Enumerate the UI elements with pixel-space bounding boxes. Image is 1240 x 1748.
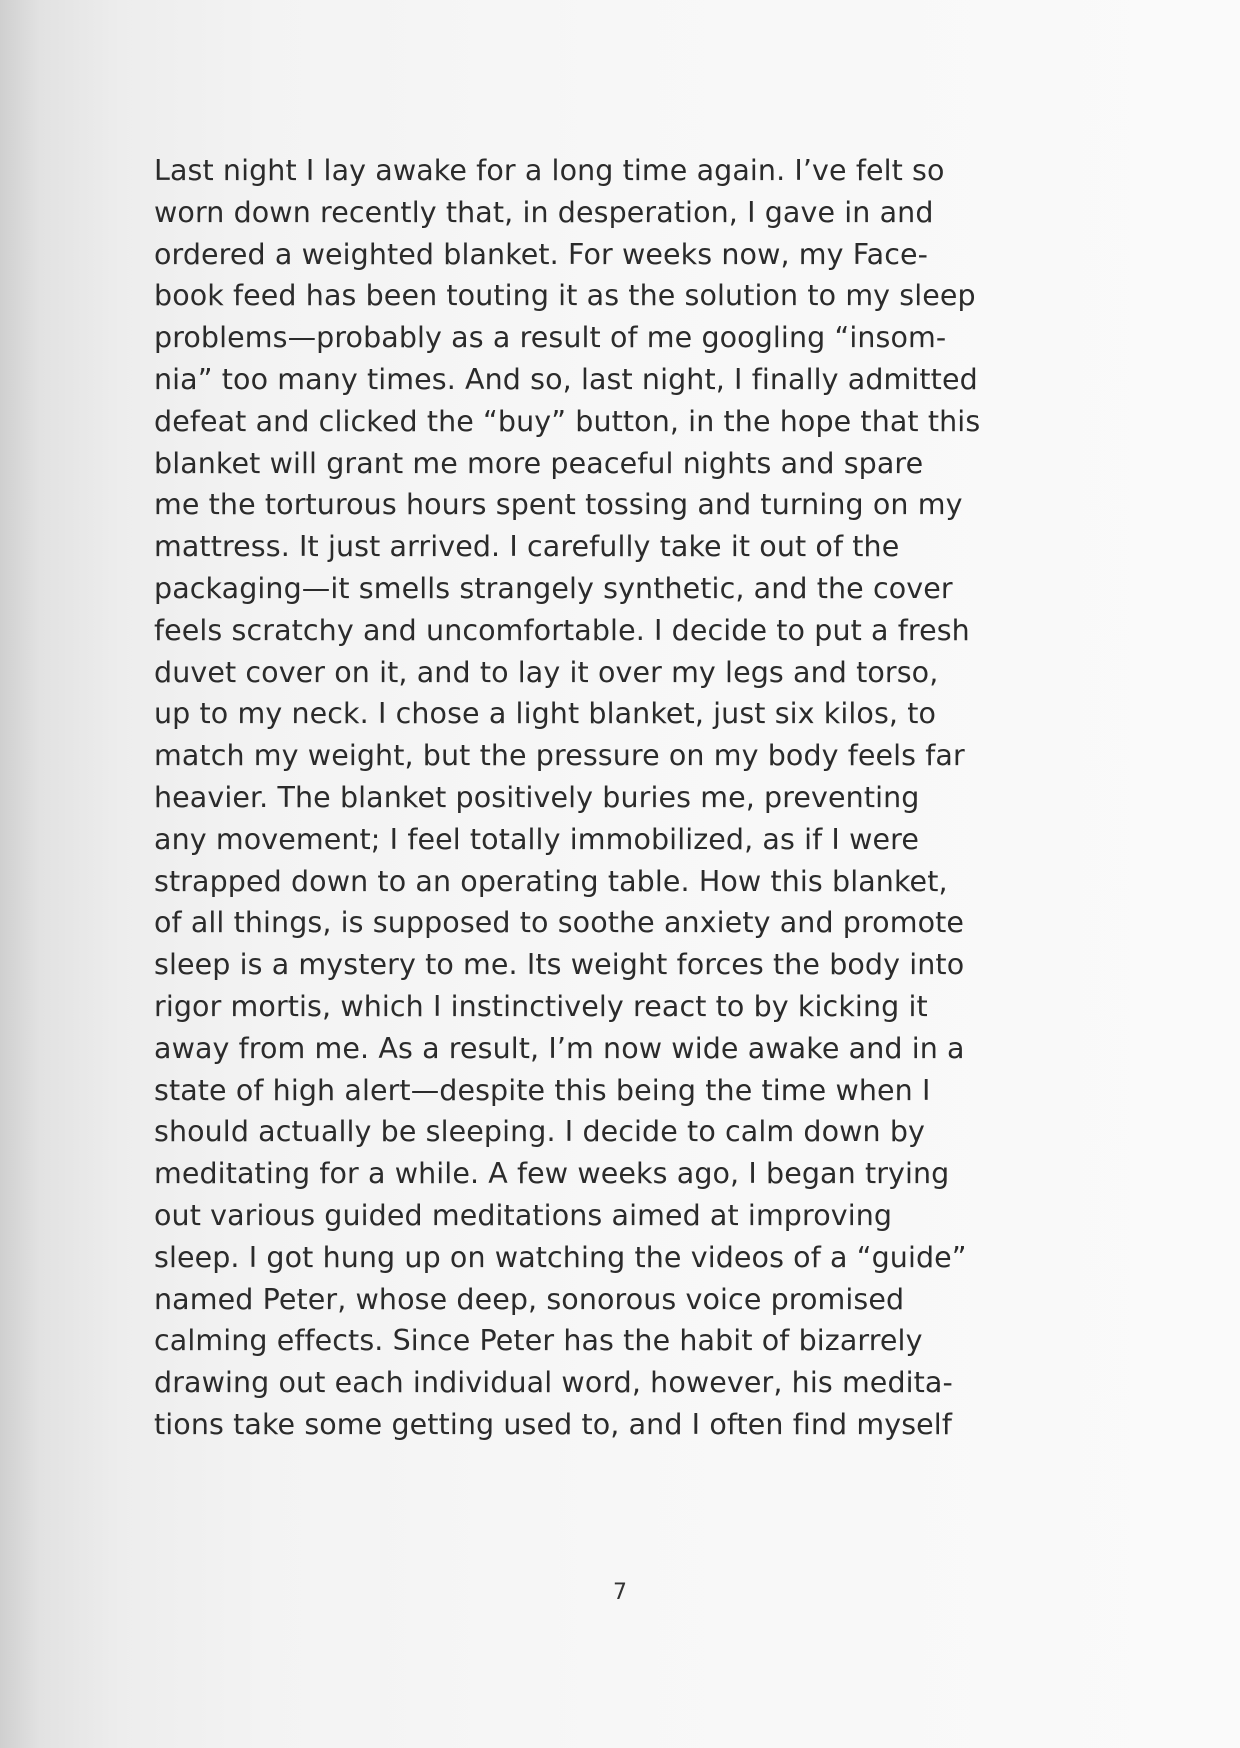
text-line: tions take some getting used to, and I often find myself xyxy=(154,1407,952,1441)
text-line: drawing out each individual word, however, his medita- xyxy=(154,1366,953,1400)
text-line: state of high alert—despite this being the time when I xyxy=(154,1073,931,1107)
text-line: worn down recently that, in desperation, I gave in and xyxy=(154,195,934,229)
text-line: should actually be sleeping. I decide to calm down by xyxy=(154,1115,926,1149)
text-line: duvet cover on it, and to lay it over my legs and torso, xyxy=(154,655,939,689)
text-line: blanket will grant me more peaceful nights and spare xyxy=(154,446,924,480)
text-line: of all things, is supposed to soothe anxiety and promote xyxy=(154,906,965,940)
text-line: ordered a weighted blanket. For weeks now, my Face- xyxy=(154,237,929,271)
text-line: heavier. The blanket positively buries me, preventing xyxy=(154,780,920,814)
text-line: strapped down to an operating table. How this blanket, xyxy=(154,864,948,898)
text-line: up to my neck. I chose a light blanket, just six kilos, to xyxy=(154,697,937,731)
text-line: book feed has been touting it as the solution to my sleep xyxy=(154,279,976,313)
text-line: named Peter, whose deep, sonorous voice promised xyxy=(154,1282,905,1316)
text-line: calming effects. Since Peter has the habit of bizarrely xyxy=(154,1324,923,1358)
text-line: feels scratchy and uncomfortable. I decide to put a fresh xyxy=(154,613,970,647)
page-number: 7 xyxy=(613,1580,627,1605)
text-line: any movement; I feel totally immobilized, as if I were xyxy=(154,822,919,856)
text-line: out various guided meditations aimed at improving xyxy=(154,1198,893,1232)
text-line: mattress. It just arrived. I carefully take it out of the xyxy=(154,530,900,564)
text-line: sleep is a mystery to me. Its weight forces the body into xyxy=(154,948,965,982)
text-line: packaging—it smells strangely synthetic, and the cover xyxy=(154,571,953,605)
text-line: problems—probably as a result of me googling “insom- xyxy=(154,321,947,355)
text-line: away from me. As a result, I’m now wide awake and in a xyxy=(154,1031,965,1065)
text-line: defeat and clicked the “buy” button, in the hope that this xyxy=(154,404,981,438)
text-line: nia” too many times. And so, last night, I finally admitted xyxy=(154,362,978,396)
text-line: match my weight, but the pressure on my body feels far xyxy=(154,739,965,773)
text-line: Last night I lay awake for a long time again. I’ve felt so xyxy=(154,154,945,187)
body-text xyxy=(154,150,1094,1446)
text-line: me the torturous hours spent tossing and turning on my xyxy=(154,488,963,522)
text-line: sleep. I got hung up on watching the videos of a “guide” xyxy=(154,1240,967,1274)
text-line: rigor mortis, which I instinctively react to by kicking it xyxy=(154,989,928,1023)
text-line: meditating for a while. A few weeks ago, I began trying xyxy=(154,1157,950,1191)
